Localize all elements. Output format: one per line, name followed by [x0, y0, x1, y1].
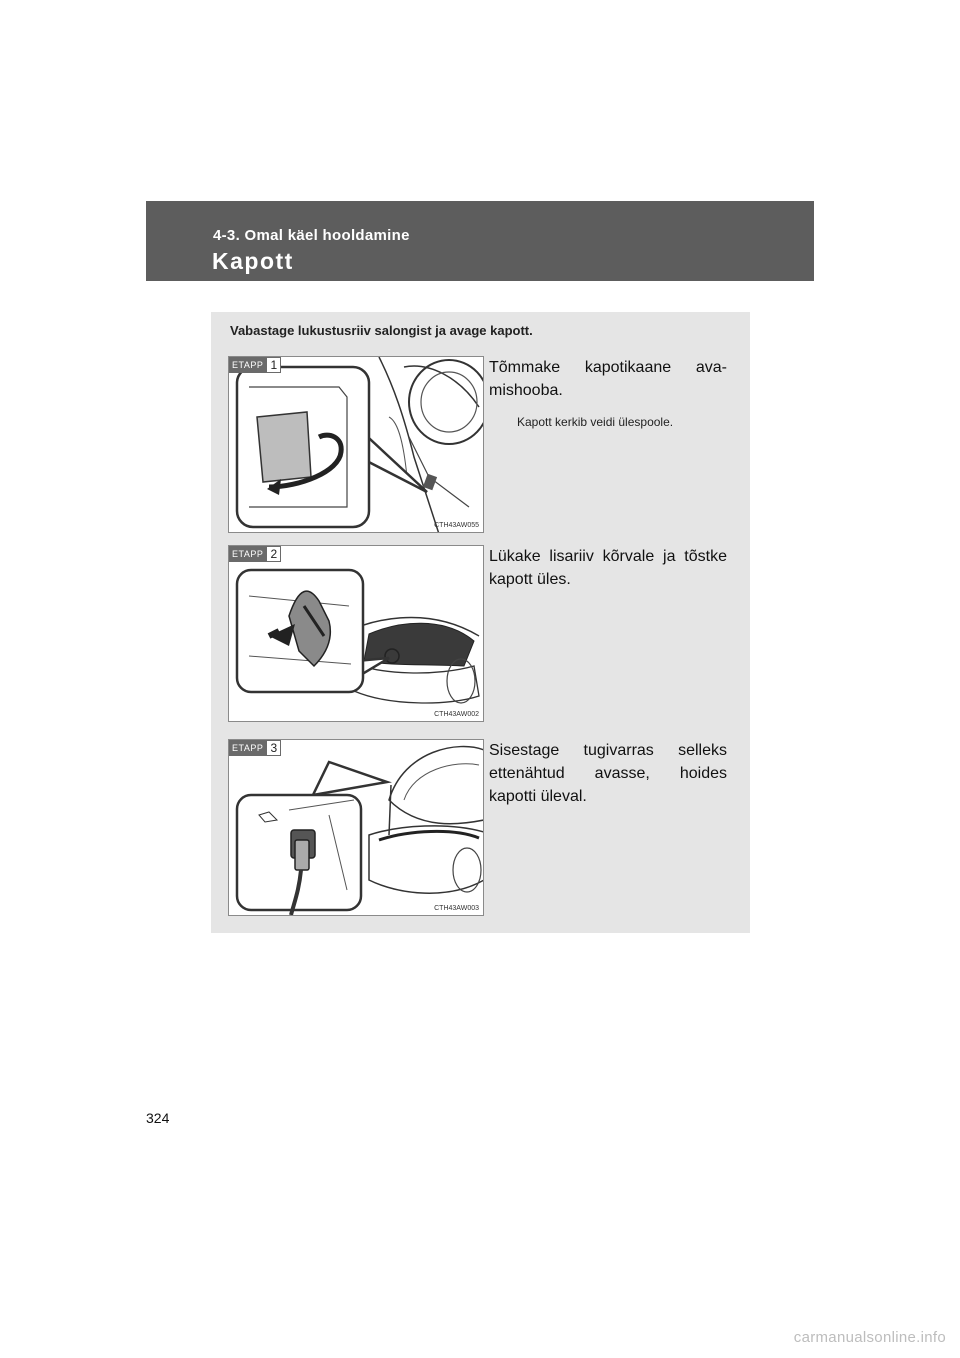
step-badge-number: 2	[266, 546, 281, 562]
instruction-panel	[211, 312, 750, 933]
step-2-badge	[229, 546, 281, 562]
step-badge-number: 1	[266, 357, 281, 373]
page-title: Kapott	[212, 248, 294, 274]
secondary-latch-illustration	[229, 546, 484, 722]
step-3-text: Sisestage tugivarras selleks ettenähtud avasse, hoides kapotti üleval.	[489, 742, 727, 805]
watermark: carmanualsonline.info	[793, 1329, 946, 1346]
step-badge-word: ETAPP	[229, 740, 266, 756]
step-2-illustration	[228, 545, 484, 722]
figure-code: CTH43AW003	[434, 905, 479, 912]
step-1-illustration	[228, 356, 484, 533]
figure-code: CTH43AW002	[434, 711, 479, 718]
step-badge-word: ETAPP	[229, 546, 266, 562]
step-1-text: Tõmmake kapotikaane ava-mishooba.	[489, 359, 727, 399]
step-1-note: Kapott kerkib veidi ülespoole.	[517, 415, 674, 429]
page-number: 324	[146, 1110, 170, 1126]
figure-code: CTH43AW055	[434, 522, 479, 529]
step-3-badge	[229, 740, 281, 756]
hood-release-lever-illustration	[229, 357, 484, 533]
step-badge-word: ETAPP	[229, 357, 266, 373]
step-3-illustration	[228, 739, 484, 916]
intro-text: Vabastage lukustusriiv salongist ja avage kapott.	[230, 323, 533, 338]
support-rod-illustration	[229, 740, 484, 916]
section-label: 4-3. Omal käel hooldamine	[213, 227, 410, 244]
section-header	[146, 201, 814, 281]
step-2-text: Lükake lisariiv kõrvale ja tõstke kapott üles.	[489, 548, 727, 588]
step-1-badge	[229, 357, 281, 373]
step-badge-number: 3	[266, 740, 281, 756]
